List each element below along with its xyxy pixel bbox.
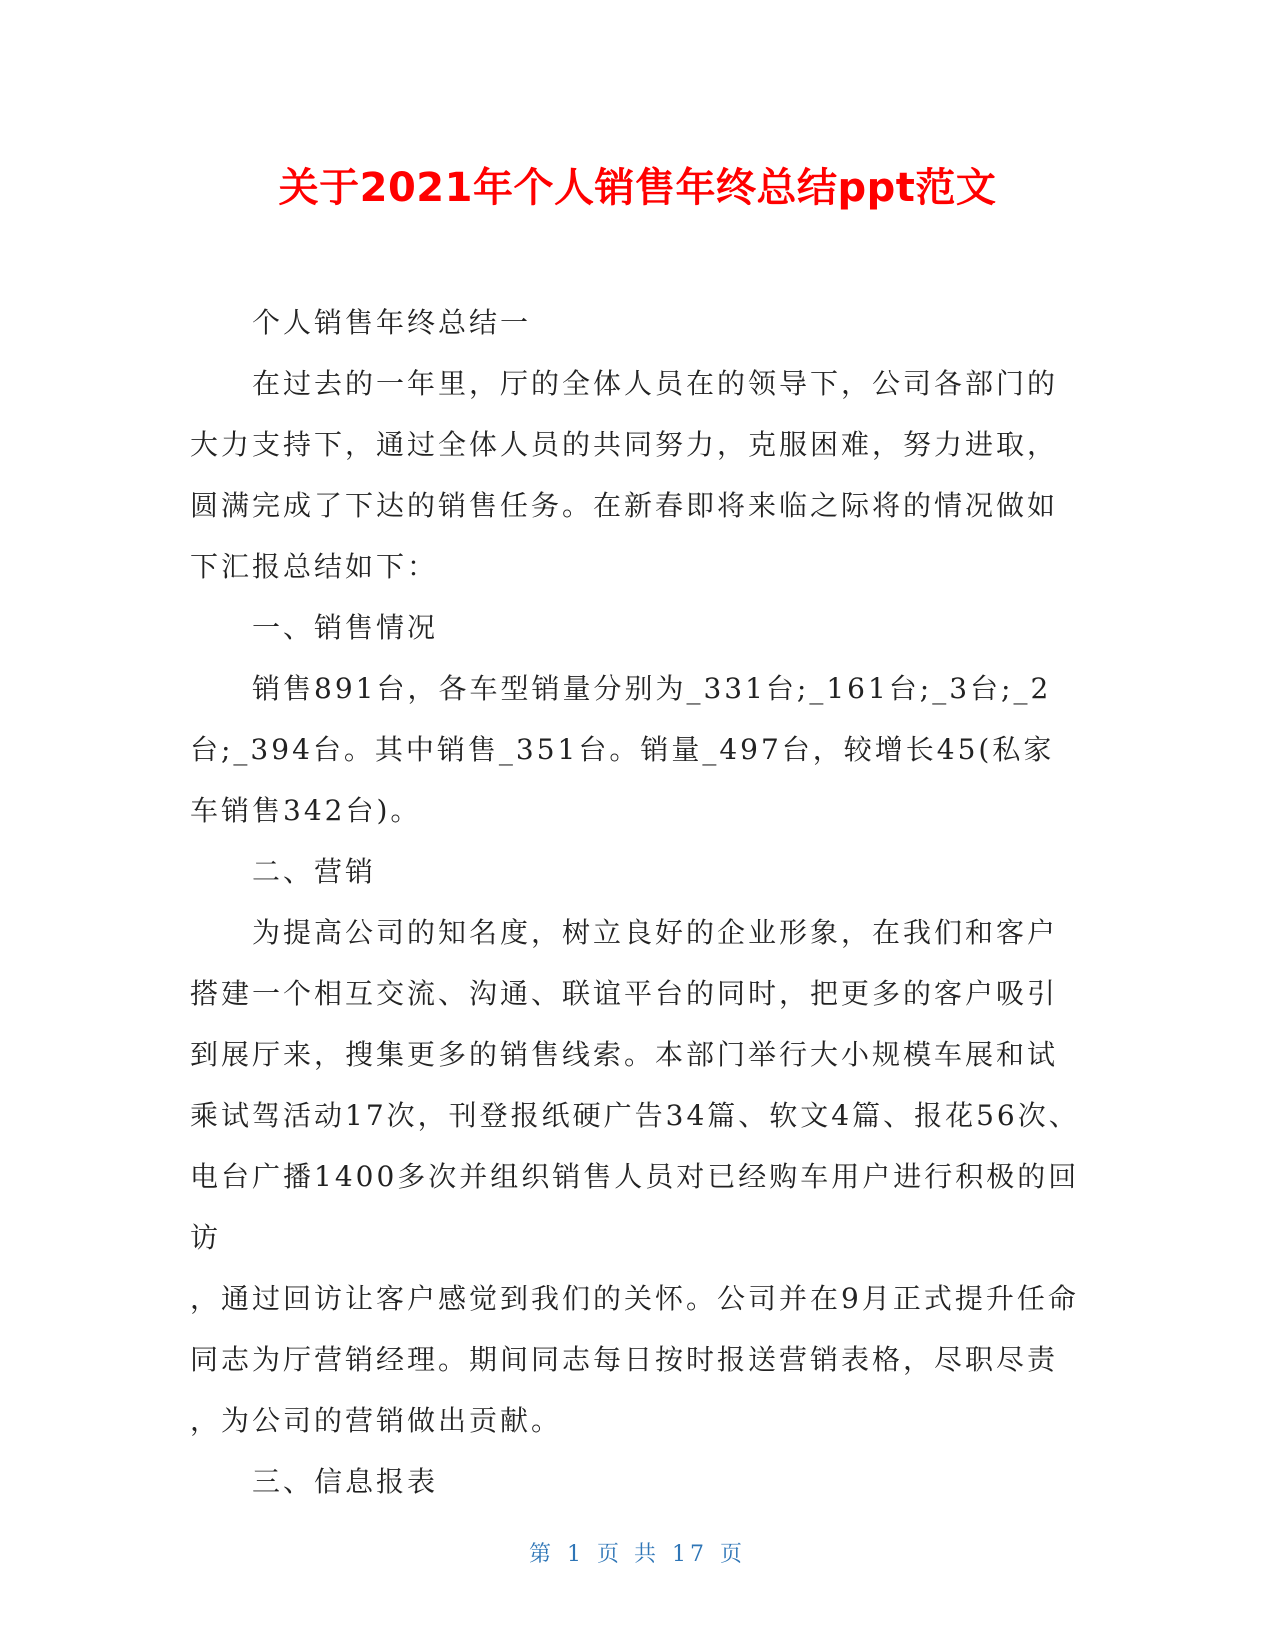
footer-prefix: 第 (528, 1542, 555, 1567)
footer-page-number: 1 (567, 1542, 585, 1567)
paragraph-heading-sales: 一、销售情况 (252, 611, 439, 644)
paragraph-marketing-cont-2: ，为公司的营销做出贡献。 (190, 1404, 563, 1437)
paragraph-sales: 销售891台，各车型销量分别为_331台;_161台;_3台;_2台;_394台。其中销售_351台。销量_497台，较增长45(私家车销售342台)。 (190, 672, 1055, 827)
page-footer (0, 1540, 1275, 1570)
paragraph-marketing: 为提高公司的知名度，树立良好的企业形象，在我们和客户搭建一个相互交流、沟通、联谊平台的同时，把更多的客户吸引到展厅来，搜集更多的销售线索。本部门举行大小规模车展和试乘试驾活动17次，刊登报纸硬广告34篇、软文4篇、报花56次、电台广播1400多次并组织销售人员对已经购车用户进行积极的回访 (190, 916, 1080, 1254)
footer-suffix: 页 (720, 1542, 747, 1567)
document-body (190, 292, 1080, 1512)
document-title: 关于2021年个人销售年终总结ppt范文 (278, 165, 997, 211)
paragraph-marketing-cont-1: ，通过回访让客户感觉到我们的关怀。公司并在9月正式提升任命同志为厅营销经理。期间同志每日按时报送营销表格，尽职尽责 (190, 1282, 1079, 1376)
paragraph-heading-summary: 个人销售年终总结一 (252, 306, 532, 339)
paragraph-intro: 在过去的一年里，厅的全体人员在的领导下，公司各部门的大力支持下，通过全体人员的共同努力，克服困难，努力进取，圆满完成了下达的销售任务。在新春即将来临之际将的情况做如下汇报总结如下： (190, 367, 1059, 583)
paragraph-heading-reports: 三、信息报表 (252, 1465, 439, 1498)
footer-middle: 页 共 (597, 1542, 660, 1567)
footer-total-pages: 17 (672, 1542, 708, 1567)
paragraph-heading-marketing: 二、营销 (252, 855, 377, 888)
